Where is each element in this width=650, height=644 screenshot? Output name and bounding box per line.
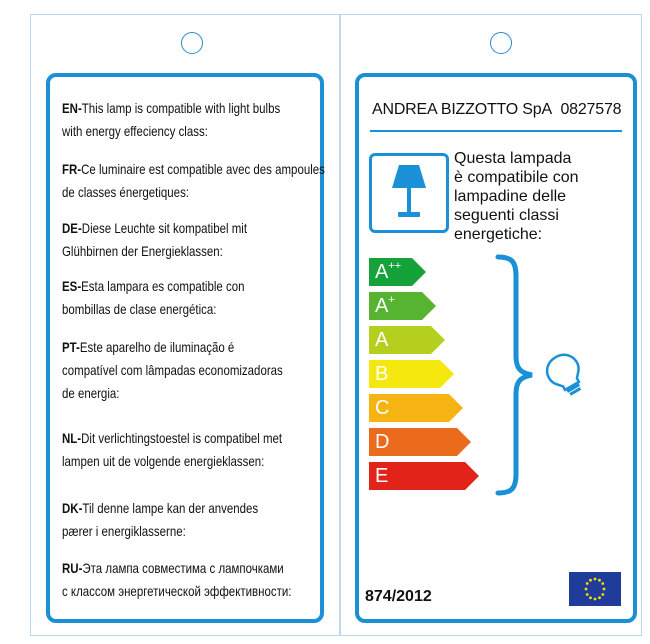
lang-entry-en: EN-This lamp is compatible with light bulbs with energy effeciency class: [62,100,281,139]
energy-arrow-c: C [369,394,463,422]
hang-hole-icon [490,32,512,54]
brand-divider [370,130,622,132]
lang-entry-nl: NL-Dit verlichtingstoestel is compatibel met lampen uit de volgende energieklassen: [62,430,283,469]
lang-entry-ru: RU-Эта лампа совместима с лампочками с классом энергетической эффективности: [62,560,292,599]
lang-entry-fr: FR-Ce luminaire est compatible avec des ampoules de classes énergetiques: [62,161,325,200]
brand-name: ANDREA BIZZOTTO SpA [372,101,552,118]
table-lamp-icon [372,156,446,230]
energy-arrow-a-plus-plus: A++ [369,258,426,286]
lang-entry-dk: DK-Til denne lampe kan der anvendes pærer i energiklasserne: [62,500,259,539]
energy-arrow-d: D [369,428,471,456]
hang-hole-icon [181,32,203,54]
energy-arrow-b: B [369,360,454,388]
energy-arrow-a: A [369,326,445,354]
lang-entry-es: ES-Esta lampara es compatible con bombillas de clase energética: [62,278,245,317]
lang-entry-de: DE-Diese Leuchte sit kompatibel mit Glühbirnen der Energieklassen: [62,220,248,259]
eu-stars [569,572,621,606]
lamp-icon-box [369,153,449,233]
bracket-icon [492,254,542,496]
energy-arrow-e: E [369,462,479,490]
lightbulb-icon [542,352,592,398]
lang-entry-pt: PT-Este aparelho de iluminação é compatível com lâmpadas economizadoras de energia: [62,339,283,401]
regulation-number: 874/2012 [365,588,432,605]
product-code: 0827578 [560,101,622,118]
energy-arrow-a-plus: A+ [369,292,436,320]
eu-flag-icon [569,572,621,606]
brand-line [372,101,621,119]
compatibility-info-text: Questa lampada è compatibile con lampadine delle seguenti classi energetiche: [454,150,579,243]
